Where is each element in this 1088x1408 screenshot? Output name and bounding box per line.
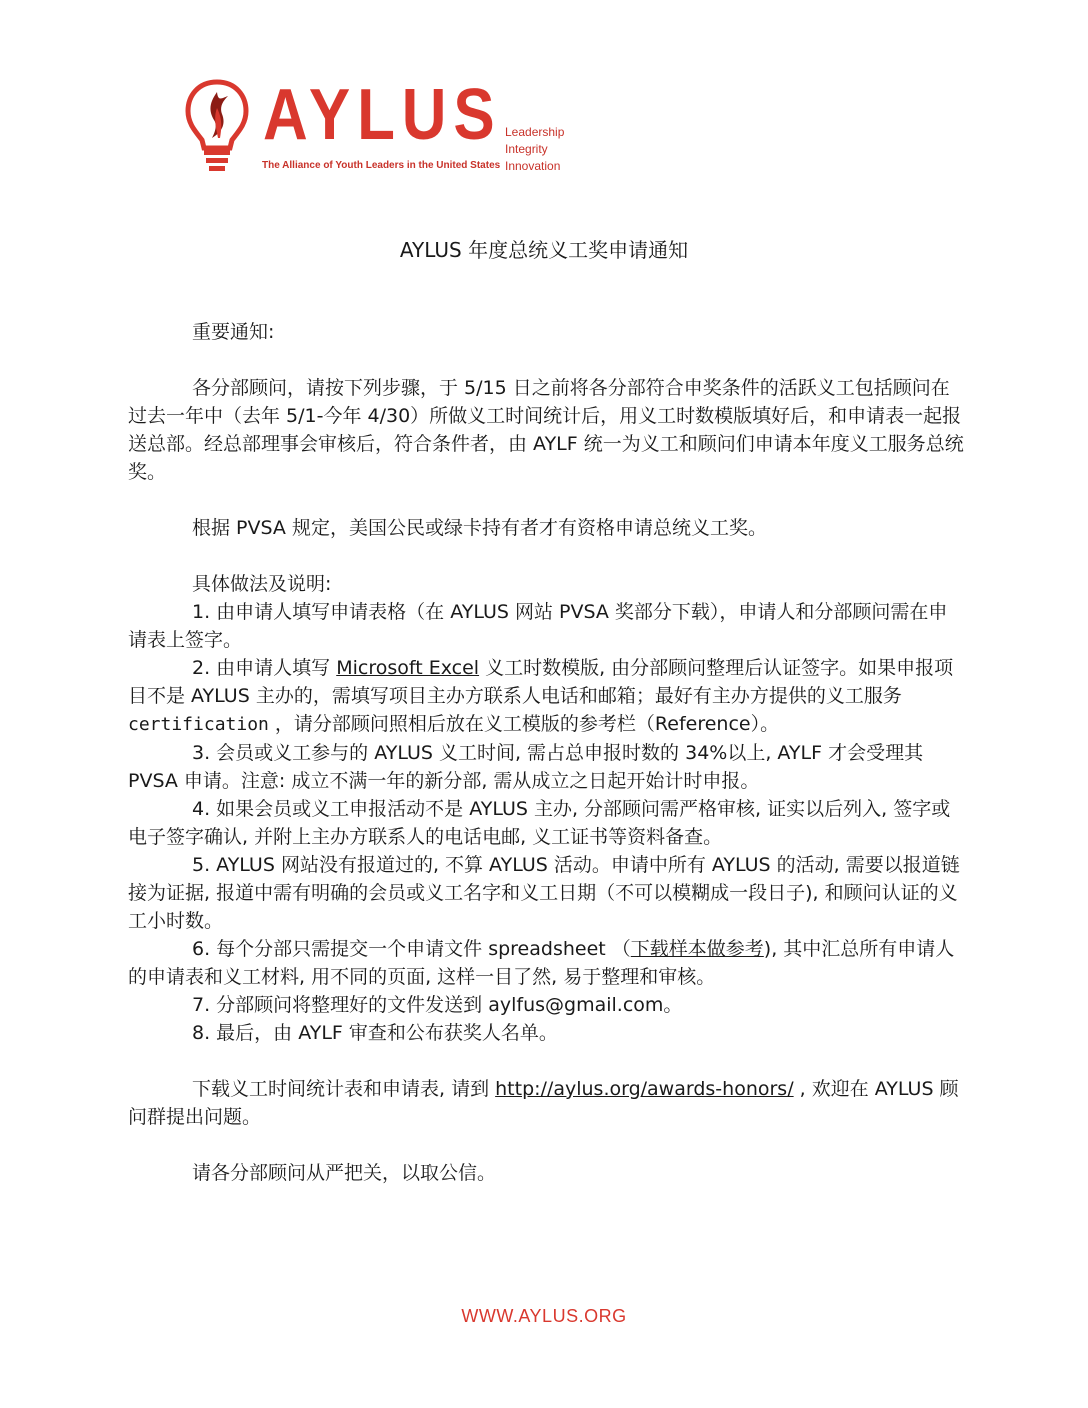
step-6-text-b: ), 其中汇总所有申请人的申请表和义工材料, 用不同的页面, 这样一目了然, 易于整理和审核。: [128, 938, 955, 988]
notice-heading: 重要通知:: [192, 321, 275, 343]
brand-name: AYLUS: [263, 75, 502, 155]
aylus-logo: [184, 75, 584, 178]
step-2-certification: certification: [128, 714, 269, 735]
step-2-text-a: 2. 由申请人填写: [192, 657, 337, 679]
tagline-integrity: Integrity: [505, 142, 548, 156]
paragraph-intro: 各分部顾问，请按下列步骤，于 5/15 日之前将各分部符合申奖条件的活跃义工包括顾问在过去一年中（去年 5/1-今年 4/30）所做义工时间统计后，用义工时数模版填好后，和申请表一起报送总部。经总部理事会审核后，符合条件者，由 AYLF 统一为义工和顾问们申请本年度义工服务总统奖。: [128, 377, 964, 483]
brand-tagline: [505, 124, 564, 175]
torch-lightbulb-icon: [184, 78, 250, 174]
download-paragraph: [128, 1075, 964, 1131]
document-title: AYLUS 年度总统义工奖申请通知: [399, 238, 689, 262]
closing-paragraph: 请各分部顾问从严把关，以取公信。: [192, 1162, 497, 1184]
awards-honors-link[interactable]: http://aylus.org/awards-honors/: [495, 1078, 794, 1100]
step-6: [128, 935, 964, 991]
step-1: 1. 由申请人填写申请表格（在 AYLUS 网站 PVSA 奖部分下载），申请人和分部顾问需在申请表上签字。: [128, 601, 948, 651]
step-2-text-c: ，请分部顾问照相后放在义工模版的参考栏（Reference）。: [268, 713, 780, 735]
step-7: 7. 分部顾问将整理好的文件发送到 aylfus@gmail.com。: [192, 994, 683, 1016]
sample-download-link[interactable]: 下载样本做参考: [630, 938, 764, 960]
step-2: [128, 654, 964, 739]
step-8: 8. 最后，由 AYLF 审查和公布获奖人名单。: [192, 1022, 558, 1044]
step-6-text-a: 6. 每个分部只需提交一个申请文件 spreadsheet （: [192, 938, 631, 960]
footer-website: WWW.AYLUS.ORG: [461, 1306, 627, 1326]
paragraph-eligibility: 根据 PVSA 规定，美国公民或绿卡持有者才有资格申请总统义工奖。: [192, 517, 767, 539]
tagline-leadership: Leadership: [505, 125, 565, 139]
download-text-a: 下载义工时间统计表和申请表, 请到: [192, 1078, 496, 1100]
step-5: 5. AYLUS 网站没有报道过的, 不算 AYLUS 活动。申请中所有 AYLUS 的活动, 需要以报道链接为证据, 报道中需有明确的会员或义工名字和义工日期（不可以模糊成一段日子), 和顾问认证的义工小时数。: [128, 854, 960, 932]
tagline-innovation: Innovation: [505, 159, 561, 173]
microsoft-excel-link[interactable]: Microsoft Excel: [336, 657, 480, 679]
download-text-b: , 欢迎在 AYLUS 顾问群提出问题。: [128, 1078, 959, 1128]
steps-heading: 具体做法及说明:: [192, 573, 332, 595]
step-2-text-b: 义工时数模版, 由分部顾问整理后认证签字。如果申报项目不是 AYLUS 主办的，需填写项目主办方联系人电话和邮箱；最好有主办方提供的义工服务: [128, 657, 954, 707]
brand-subtitle: The Alliance of Youth Leaders in the United States: [262, 160, 501, 171]
step-4: 4. 如果会员或义工申报活动不是 AYLUS 主办, 分部顾问需严格审核, 证实以后列入, 签字或电子签字确认, 并附上主办方联系人的电话电邮, 义工证书等资料备查。: [128, 798, 951, 848]
step-3: 3. 会员或义工参与的 AYLUS 义工时间, 需占总申报时数的 34%以上, AYLF 才会受理其 PVSA 申请。注意: 成立不满一年的新分部, 需从成立之日起开始计时申报。: [128, 742, 924, 792]
document-body: [128, 318, 964, 1187]
